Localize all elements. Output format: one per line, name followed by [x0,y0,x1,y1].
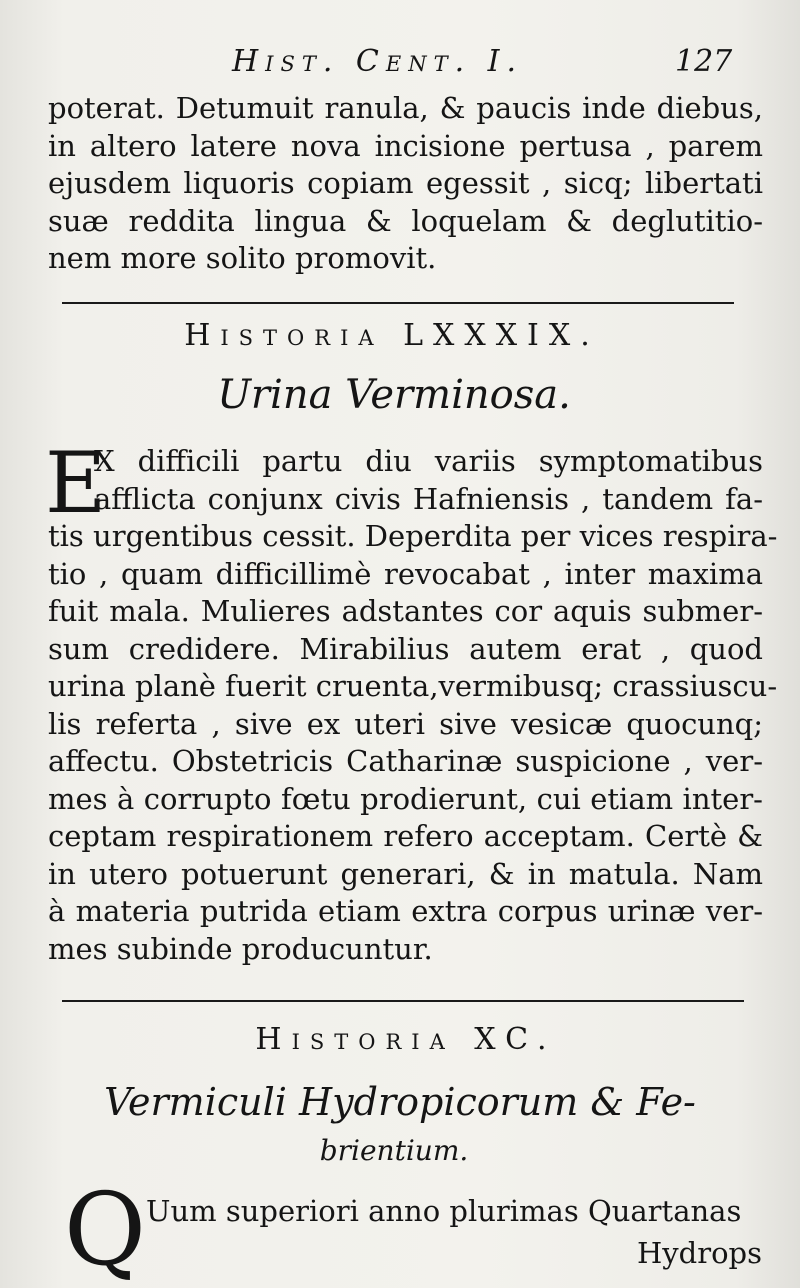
text-line: mes subinde producuntur. [48,931,433,966]
running-head [0,44,800,94]
text-line: Uum superiori anno plurimas Quartanas [146,1194,742,1228]
continuation-paragraph [48,90,763,278]
text-line: in utero potuerunt generari, & in matula. Nam [48,856,763,891]
section-title-89: Urina Verminosa. [217,372,571,418]
section-heading-90: Historia XC. [255,1022,557,1057]
text-line: mes à corrupto fœtu prodierunt, cui etiam inter- [48,781,763,816]
section-heading-89: Historia LXXXIX. [184,318,600,353]
text-line: poterat. Detumuit ranula, & paucis inde diebus, [48,91,763,125]
running-head-title: Hist. Cent. I. [232,44,524,79]
section-title-90-line2: brientium. [319,1134,469,1167]
text-line: ceptam respirationem refero acceptam. Certè & [48,819,763,853]
text-line: suæ reddita lingua & loquelam & deglutitio- [48,203,763,238]
historia-90-paragraph [146,1190,762,1274]
section-title-90-line1: Vermiculi Hydropicorum & Fe- [104,1080,696,1124]
page-number: 127 [675,44,733,79]
text-line: affectu. Obstetricis Catharinæ suspicione , ver- [48,744,763,778]
text-line: afflicta conjunx civis Hafniensis , tandem fa- [94,481,763,516]
text-line: ejusdem liquoris copiam egessit , sicq; libertati [48,166,763,200]
text-line: X difficili partu diu variis symptomatibus [94,444,763,478]
section-divider [62,1000,744,1002]
text-line: fuit mala. Mulieres adstantes cor aquis submer- [48,594,763,628]
drop-cap-q: Q [64,1171,146,1288]
catchword: Hydrops [636,1236,762,1270]
text-line: tio , quam difficillimè revocabat , inter maxima [48,556,763,591]
text-line: nem more solito promovit. [48,241,437,275]
section-divider [62,302,734,304]
text-line: tis urgentibus cessit. Deperdita per vices respira- [48,519,778,553]
text-line: lis referta , sive ex uteri sive vesicæ quocunq; [48,706,763,741]
text-line: urina planè fuerit cruenta,vermibusq; crassiuscu- [48,669,778,703]
text-line: à materia putrida etiam extra corpus urinæ ver- [48,894,763,928]
historia-89-paragraph [48,443,778,968]
text-line: sum credidere. Mirabilius autem erat , quod [48,631,763,666]
text-line: in altero latere nova incisione pertusa , parem [48,128,763,163]
drop-cap-e: E [45,434,107,532]
